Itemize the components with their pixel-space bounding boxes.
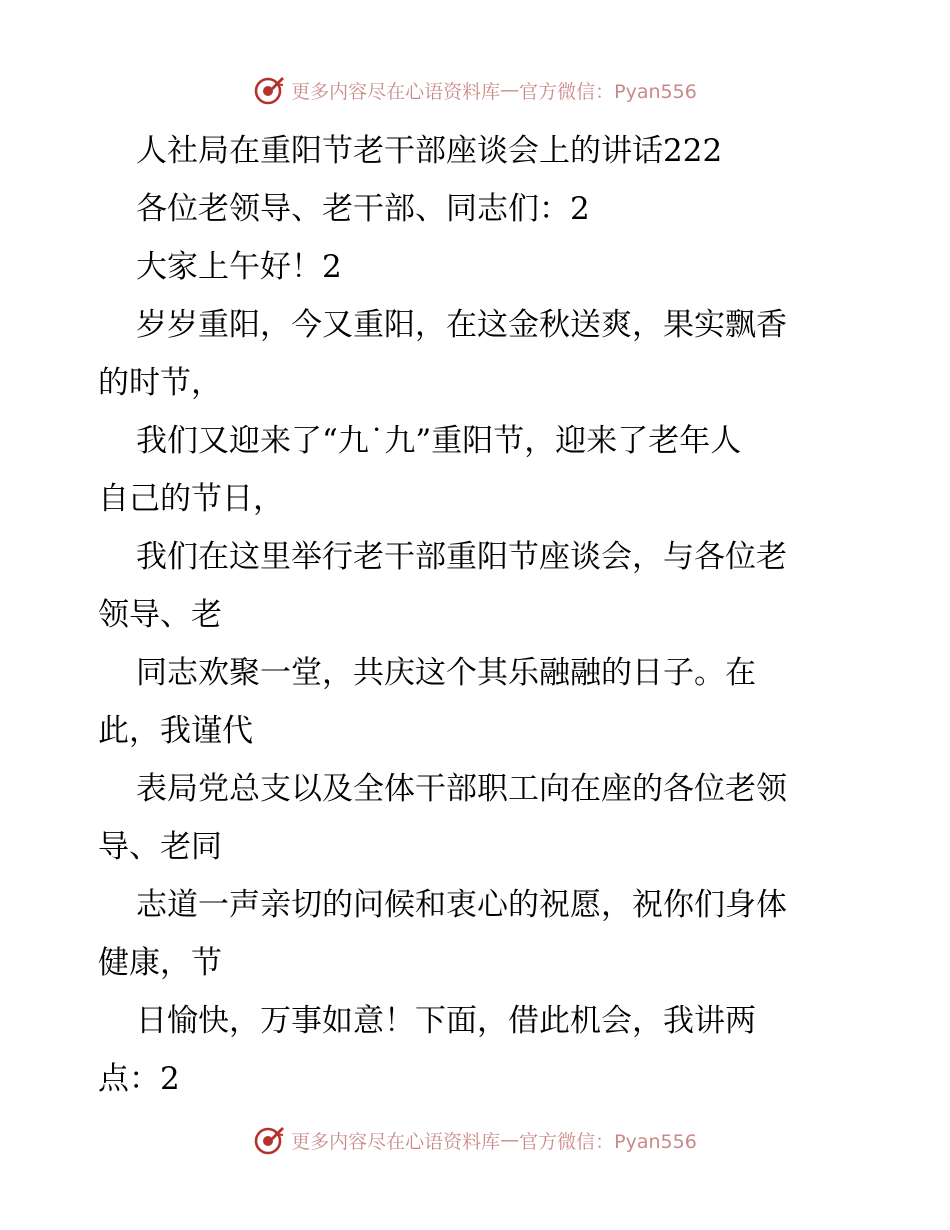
footer-banner-text: 更多内容尽在心语资料库 (291, 1130, 501, 1153)
paragraph-line: 点：2 (98, 1061, 180, 1097)
salutation: 各位老领导、老干部、同志们：2 (136, 191, 590, 227)
paragraph-line: 我们在这里举行老干部重阳节座谈会，与各位老 (136, 539, 787, 575)
paragraph-line: 日愉快，万事如意！下面，借此机会，我讲两 (136, 1003, 756, 1039)
pen-nib-logo-icon (253, 1124, 285, 1156)
pen-nib-logo-icon (253, 74, 285, 106)
paragraph-line: 导、老同 (98, 829, 222, 865)
document-title: 人社局在重阳节老干部座谈会上的讲话222 (136, 133, 723, 169)
paragraph-line: 同志欢聚一堂，共庆这个其乐融融的日子。在 (136, 655, 756, 691)
footer-banner-separator: — (500, 1129, 520, 1151)
paragraph-line: 自己的节日， (98, 481, 284, 517)
document-body (98, 122, 858, 1108)
header-banner-separator: — (500, 79, 520, 101)
paragraph-line: 领导、老 (98, 597, 222, 633)
paragraph-line: 表局党总支以及全体干部职工向在座的各位老领 (136, 771, 787, 807)
paragraph-line: 我们又迎来了“九˙九”重阳节，迎来了老年人 (136, 423, 742, 459)
paragraph-line: 健康，节 (98, 945, 222, 981)
greeting: 大家上午好！2 (136, 249, 342, 285)
paragraph-line: 此，我谨代 (98, 713, 253, 749)
paragraph-line: 岁岁重阳，今又重阳，在这金秋送爽，果实飘香 (136, 307, 787, 343)
header-banner-wechat: 官方微信：Pyan556 (519, 80, 697, 103)
paragraph-line: 志道一声亲切的问候和衷心的祝愿，祝你们身体 (136, 887, 787, 923)
footer-banner (0, 1120, 950, 1160)
paragraph-line: 的时节， (98, 365, 222, 401)
header-banner (0, 70, 950, 110)
header-banner-text: 更多内容尽在心语资料库 (291, 80, 501, 103)
footer-banner-wechat: 官方微信：Pyan556 (519, 1130, 697, 1153)
